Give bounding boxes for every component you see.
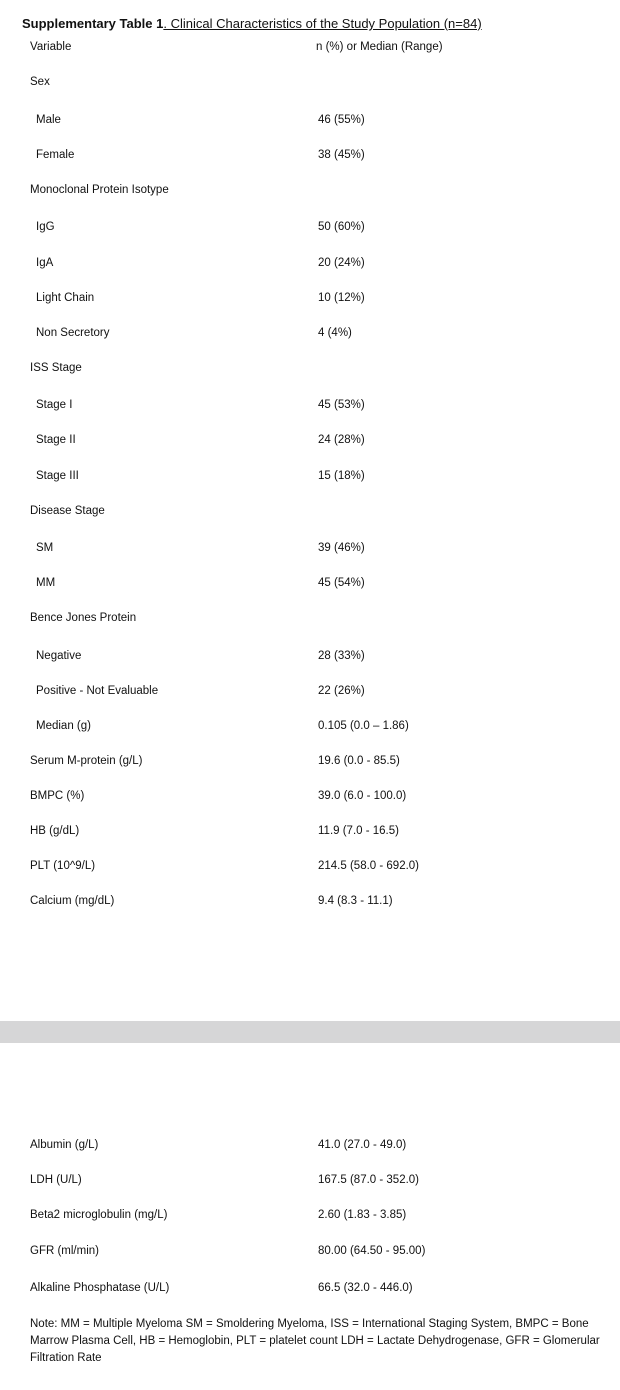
row-label: Stage II <box>36 434 76 446</box>
row-label: Negative <box>36 650 82 662</box>
row-label: Disease Stage <box>30 505 105 517</box>
row-label: Positive - Not Evaluable <box>36 685 159 697</box>
row-label: IgA <box>36 257 54 269</box>
table-row <box>0 895 620 913</box>
row-value: 39.0 (6.0 - 100.0) <box>318 790 407 802</box>
table-row <box>0 790 620 808</box>
row-value: 2.60 (1.83 - 3.85) <box>318 1209 407 1221</box>
row-value: 167.5 (87.0 - 352.0) <box>318 1174 420 1186</box>
row-value: 0.105 (0.0 – 1.86) <box>318 720 409 732</box>
page-break-divider <box>0 1021 620 1043</box>
table-title-label: Supplementary Table 1 <box>22 16 164 31</box>
table-row <box>0 362 620 380</box>
row-label: Stage III <box>36 470 79 482</box>
row-label: SM <box>36 542 54 554</box>
row-value: 39 (46%) <box>318 542 365 554</box>
row-value: 41.0 (27.0 - 49.0) <box>318 1139 407 1151</box>
table-footnote: Note: MM = Multiple Myeloma SM = Smoldering Myeloma, ISS = International Staging System, BMPC = Bone Marrow Plasma Cell, HB = Hemoglobin, PLT = platelet count LDH = Lactate Dehydrogenase, GFR = Glomerular Filtration Rate <box>30 1318 600 1364</box>
row-value: 66.5 (32.0 - 446.0) <box>318 1282 413 1294</box>
table-row <box>0 434 620 452</box>
table-row <box>0 577 620 595</box>
table-row <box>0 257 620 275</box>
row-value: 9.4 (8.3 - 11.1) <box>318 895 393 907</box>
table-row <box>0 1282 620 1300</box>
row-value: 10 (12%) <box>318 292 365 304</box>
table-row <box>0 399 620 417</box>
row-value: 214.5 (58.0 - 692.0) <box>318 860 420 872</box>
row-label: Bence Jones Protein <box>30 612 137 624</box>
row-label: Median (g) <box>36 720 91 732</box>
row-value: 19.6 (0.0 - 85.5) <box>318 755 400 767</box>
row-label: GFR (ml/min) <box>30 1245 99 1257</box>
table-row <box>0 1139 620 1157</box>
table-row <box>0 1245 620 1263</box>
table-row <box>0 149 620 167</box>
row-label: Monoclonal Protein Isotype <box>30 184 169 196</box>
row-label: ISS Stage <box>30 362 82 374</box>
table-row <box>0 505 620 523</box>
table-title <box>22 16 482 31</box>
row-label: Calcium (mg/dL) <box>30 895 115 907</box>
row-label: Light Chain <box>36 292 95 304</box>
row-label: BMPC (%) <box>30 790 85 802</box>
table-row <box>0 720 620 738</box>
row-label: Albumin (g/L) <box>30 1139 99 1151</box>
table-row <box>0 292 620 310</box>
table-row <box>0 221 620 239</box>
table-row <box>0 685 620 703</box>
table-row <box>0 542 620 560</box>
row-value: 15 (18%) <box>318 470 365 482</box>
row-label: Beta2 microglobulin (mg/L) <box>30 1209 168 1221</box>
row-label: Female <box>36 149 75 161</box>
row-value: 45 (53%) <box>318 399 365 411</box>
row-label: IgG <box>36 221 55 233</box>
header-value: n (%) or Median (Range) <box>316 41 443 53</box>
row-value: 45 (54%) <box>318 577 365 589</box>
row-value: 50 (60%) <box>318 221 365 233</box>
row-label: HB (g/dL) <box>30 825 80 837</box>
row-label: Non Secretory <box>36 327 110 339</box>
row-label: Sex <box>30 76 50 88</box>
table-row <box>0 76 620 94</box>
table-row <box>0 184 620 202</box>
row-value: 38 (45%) <box>318 149 365 161</box>
row-value: 24 (28%) <box>318 434 365 446</box>
row-value: 11.9 (7.0 - 16.5) <box>318 825 399 837</box>
table-row <box>0 1209 620 1227</box>
table-row <box>0 755 620 773</box>
row-label: Serum M-protein (g/L) <box>30 755 143 767</box>
table-row <box>0 327 620 345</box>
header-variable: Variable <box>30 41 72 53</box>
row-value: 46 (55%) <box>318 114 365 126</box>
row-value: 20 (24%) <box>318 257 365 269</box>
table-row <box>0 612 620 630</box>
table-row <box>0 860 620 878</box>
table-row <box>0 1174 620 1192</box>
table-header <box>0 41 620 59</box>
row-label: Alkaline Phosphatase (U/L) <box>30 1282 170 1294</box>
row-value: 4 (4%) <box>318 327 352 339</box>
row-label: Male <box>36 114 61 126</box>
table-row <box>0 114 620 132</box>
table-row <box>0 825 620 843</box>
table-row <box>0 650 620 668</box>
row-value: 80.00 (64.50 - 95.00) <box>318 1245 426 1257</box>
row-label: Stage I <box>36 399 73 411</box>
table-row <box>0 470 620 488</box>
row-label: LDH (U/L) <box>30 1174 82 1186</box>
row-value: 28 (33%) <box>318 650 365 662</box>
table-title-caption: . Clinical Characteristics of the Study Population (n=84) <box>163 16 482 31</box>
row-label: PLT (10^9/L) <box>30 860 96 872</box>
row-label: MM <box>36 577 56 589</box>
row-value: 22 (26%) <box>318 685 365 697</box>
